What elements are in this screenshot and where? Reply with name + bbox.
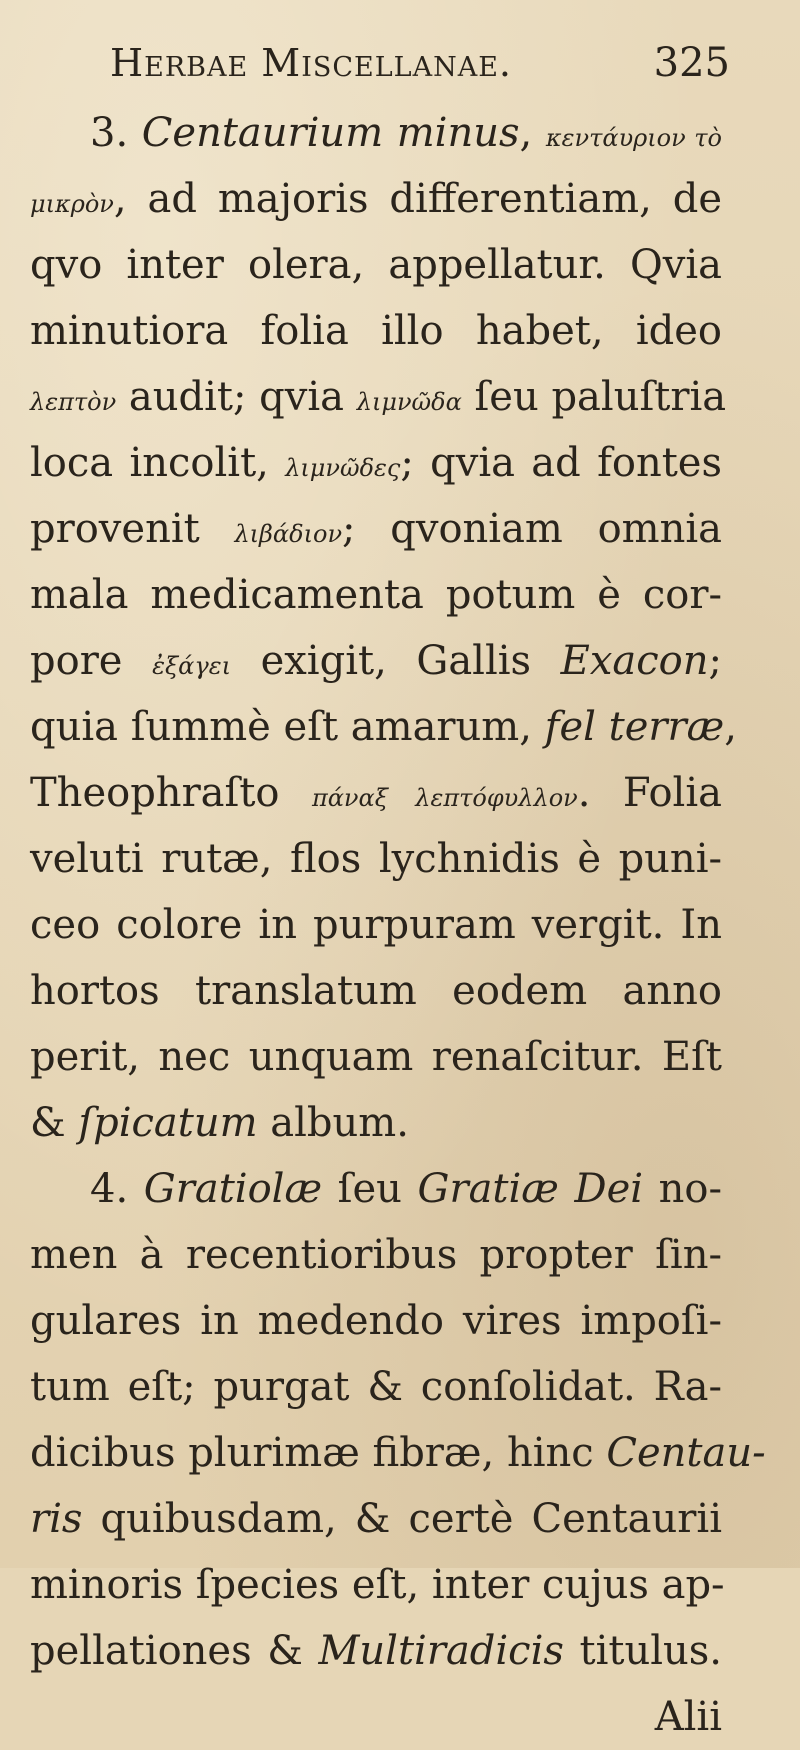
greek-term: λεπτὸν <box>30 388 117 416</box>
greek-term: κεντάυριον τὸ <box>545 124 722 152</box>
text-line <box>30 1288 722 1354</box>
text-line <box>30 232 722 298</box>
text-run: 3. <box>90 110 142 156</box>
text-run: perit, nec unquam renaſcitur. Eſt <box>30 1034 722 1080</box>
text-run: qvo inter olera, appellatur. Qvia <box>30 242 722 288</box>
text-line <box>30 1618 722 1684</box>
italic-term: Centaurium minus <box>141 110 520 156</box>
text-run: titulus. <box>563 1628 723 1674</box>
italic-term: Gratiolæ <box>143 1166 323 1212</box>
text-run: pellationes & <box>30 1628 319 1674</box>
greek-term: λιβάδιον <box>234 520 343 548</box>
greek-term: μικρὸν <box>30 190 114 218</box>
text-line <box>30 1354 722 1420</box>
text-line <box>30 1420 766 1486</box>
text-line <box>30 958 722 1024</box>
text-run: album. <box>257 1100 409 1146</box>
italic-term: fel terræ <box>544 704 725 750</box>
italic-term: Multiradicis <box>318 1628 564 1674</box>
text-run: provenit <box>30 506 235 552</box>
text-line <box>30 1486 722 1552</box>
text-run: , <box>519 110 546 156</box>
text-run: & <box>30 1100 79 1146</box>
text-line <box>30 430 722 496</box>
text-run: ; <box>708 638 722 684</box>
text-run: tum eſt; purgat & conſolidat. Ra- <box>30 1364 722 1410</box>
text-run: pore <box>30 638 153 684</box>
text-run: ; qvoniam omnia <box>342 506 723 552</box>
text-line <box>30 100 722 166</box>
text-run: exigit, Gallis <box>231 638 561 684</box>
text-run: no- <box>643 1166 722 1212</box>
text-line <box>30 1156 722 1222</box>
page-header <box>110 40 730 100</box>
text-run: gulares in medendo vires impoſi- <box>30 1298 722 1344</box>
text-run: , ad majoris differentiam, de <box>113 176 722 222</box>
text-line <box>30 826 722 892</box>
text-line <box>30 364 727 430</box>
text-line <box>30 1552 725 1618</box>
body-text <box>30 100 766 1750</box>
text-run: ceo colore in purpuram vergit. In <box>30 902 722 948</box>
catchword: Alii <box>654 1694 722 1740</box>
text-line <box>30 562 722 628</box>
text-run: hortos translatum eodem anno <box>30 968 722 1014</box>
text-line <box>30 298 722 364</box>
italic-term: Exacon <box>560 638 709 684</box>
text-run: quia ſummè eſt amarum, <box>30 704 545 750</box>
greek-term: λιμνῶδα <box>356 388 462 416</box>
text-run: Theophraſto <box>30 770 312 816</box>
greek-term: ἐξάγει <box>152 652 231 680</box>
italic-term: Gratiæ Dei <box>417 1166 644 1212</box>
italic-term: Centau- <box>606 1430 766 1476</box>
text-run: minutiora folia illo habet, ideo <box>30 308 722 354</box>
text-run: mala medicamenta potum è cor- <box>30 572 722 618</box>
text-run: ſeu <box>322 1166 418 1212</box>
text-line <box>30 892 722 958</box>
text-line <box>30 1090 722 1156</box>
text-line <box>30 496 722 562</box>
text-run: 4. <box>90 1166 144 1212</box>
running-title: Herbae Miscellanae. <box>110 41 513 85</box>
italic-term: ris <box>30 1496 83 1542</box>
text-run: dicibus plurimæ fibræ, hinc <box>30 1430 607 1476</box>
text-run: , <box>724 704 737 750</box>
text-run: ſeu paluſtria <box>461 374 727 420</box>
text-line <box>30 1222 722 1288</box>
text-run: men à recentioribus propter ſin- <box>30 1232 722 1278</box>
text-run: audit; qvia <box>116 374 357 420</box>
text-run: . Folia <box>577 770 722 816</box>
text-run: minoris ſpecies eſt, inter cujus ap- <box>30 1562 725 1608</box>
text-run: quibusdam, & certè Centaurii <box>82 1496 722 1542</box>
text-run: loca incolit, <box>30 440 286 486</box>
text-line <box>30 694 737 760</box>
page-number: 325 <box>653 40 730 86</box>
text-run: veluti rutæ, flos lychnidis è puni- <box>30 836 722 882</box>
text-line <box>30 166 722 232</box>
greek-term: λιμνῶδες <box>285 454 401 482</box>
text-run: ; qvia ad fontes <box>400 440 723 486</box>
text-line <box>30 760 722 826</box>
greek-term: πάναξ λεπτόφυλλον <box>311 784 578 812</box>
text-line <box>30 628 722 694</box>
italic-term: ſpicatum <box>78 1100 258 1146</box>
text-line <box>30 1024 722 1090</box>
